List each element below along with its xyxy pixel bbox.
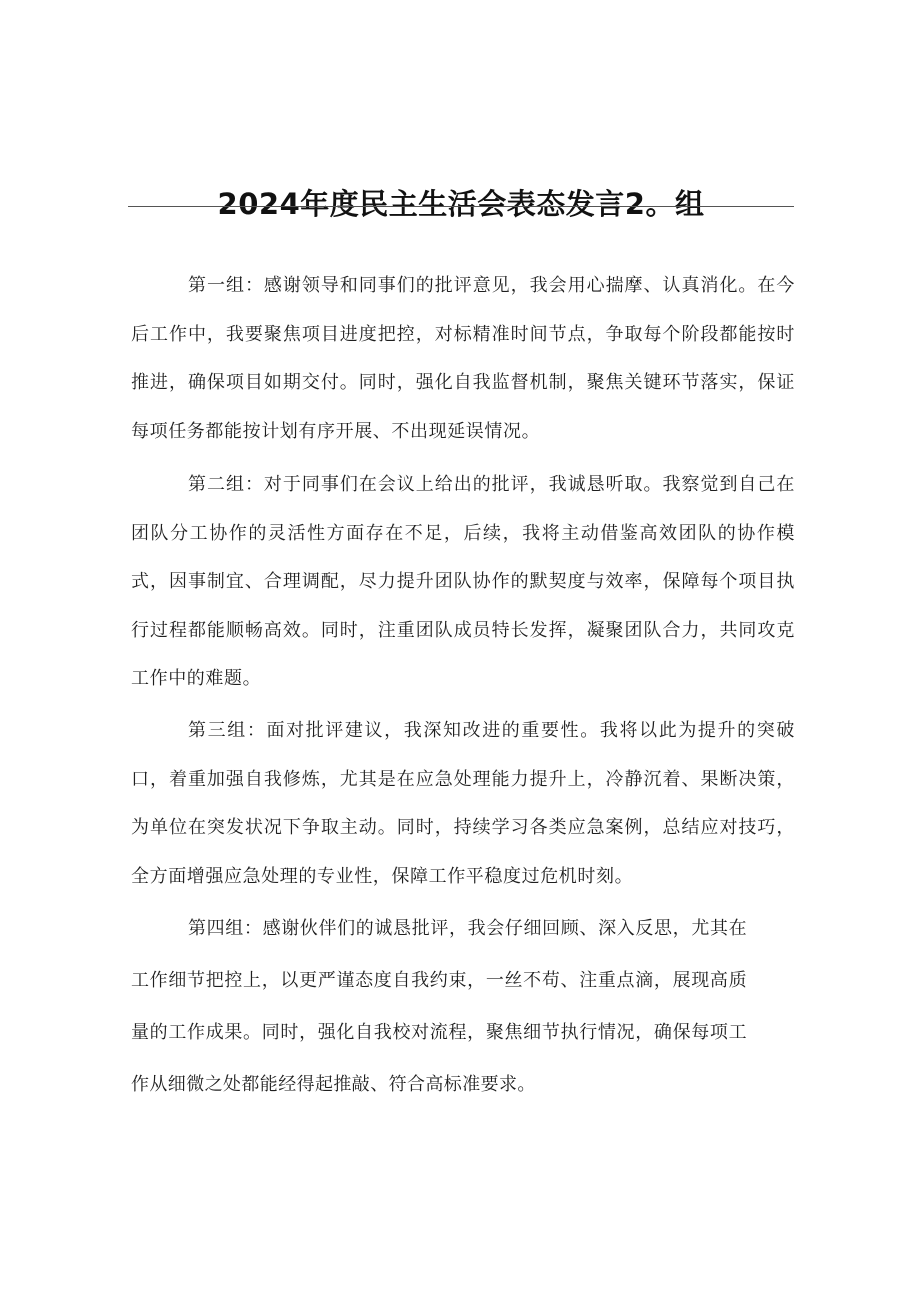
title-underline [128,206,794,207]
paragraph-group-1: 第一组：感谢领导和同事们的批评意见，我会用心揣摩、认真消化。在今后工作中，我要聚焦项目进度把控，对标精准时间节点，争取每个阶段都能按时推进，确保项目如期交付。同时，强化自我监督机制，聚焦关键环节落实，保证每项任务都能按计划有序开展、不出现延误情况。 [131,275,795,442]
paragraph-group-3: 第三组：面对批评建议，我深知改进的重要性。我将以此为提升的突破口，着重加强自我修炼，尤其是在应急处理能力提升上，冷静沉着、果断决策，为单位在突发状况下争取主动。同时，持续学习各类应急案例，总结应对技巧，全方面增强应急处理的专业性，保障工作平稳度过危机时刻。 [131,720,795,887]
paragraph-group-2: 第二组：对于同事们在会议上给出的批评，我诚恳听取。我察觉到自己在团队分工协作的灵活性方面存在不足，后续，我将主动借鉴高效团队的协作模式，因事制宜、合理调配，尽力提升团队协作的默契度与效率，保障每个项目执行过程都能顺畅高效。同时，注重团队成员特长发挥，凝聚团队合力，共同攻克工作中的难题。 [131,474,795,690]
paragraph-group-4: 第四组：感谢伙伴们的诚恳批评，我会仔细回顾、深入反思，尤其在工作细节把控上，以更严谨态度自我约束，一丝不苟、注重点滴，展现高质量的工作成果。同时，强化自我校对流程，聚焦细节执行情况，确保每项工作从细微之处都能经得起推敲、符合高标准要求。 [131,918,747,1095]
document-title: 2024年度民主生活会表态发言2。组 [217,187,705,222]
